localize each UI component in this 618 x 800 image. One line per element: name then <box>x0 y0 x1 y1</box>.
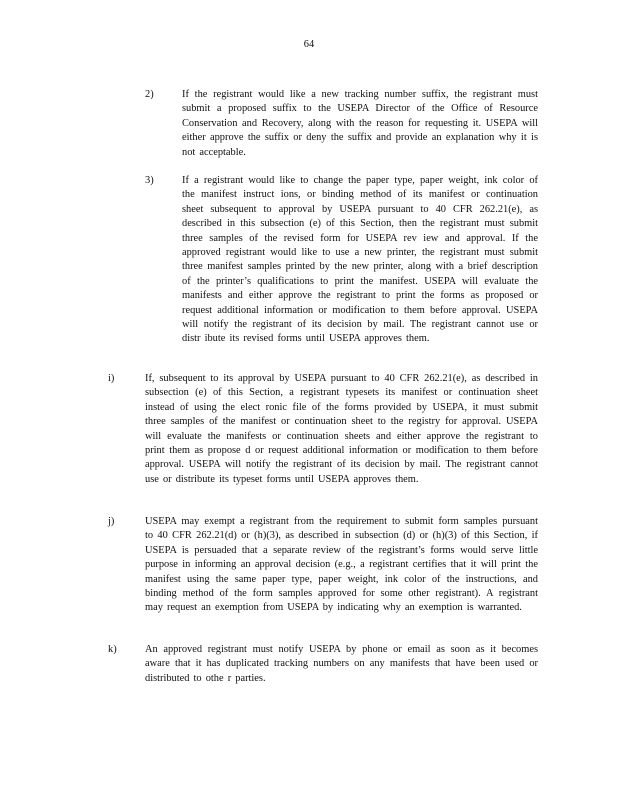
item-marker: j) <box>108 516 115 527</box>
item-text: If a registrant would like to change the paper type, paper weight, ink color of the manifest instruct ions, or binding method of its manifest or continuation sheet subsequent to approval by USEPA pursuant to 40 CFR 262.21(e), as described in this subsection (e) of this Section, then the registrant must submit three samples of the revised form for USEPA rev iew and approval. If the approved registrant would like to use a new printer, the registrant must submit three manifest samples printed by the new printer, along with a brief description of the printer’s qualifications to print the manifest. USEPA will evaluate the manifests and either approve the registrant to print the forms as proposed or request additional information or modification to them before approval. USEPA will notify the registrant of its decision by mail. The registrant cannot use or distr ibute its revised forms until USEPA approves them. <box>182 175 538 345</box>
item-marker: 2) <box>145 89 154 100</box>
page-number: 64 <box>303 39 315 50</box>
item-text: If the registrant would like a new tracking number suffix, the registrant must submit a proposed suffix to the USEPA Director of the Office of Resource Conservation and Recovery, along with the reason for requesting it. USEPA will either approve the suffix or deny the suffix and provide an explanation why it is not acceptable. <box>182 89 538 158</box>
item-marker: 3) <box>145 175 154 186</box>
item-text: If, subsequent to its approval by USEPA pursuant to 40 CFR 262.21(e), as described in subsection (e) of this Section, a registrant typesets its manifest or continuation sheet instead of using the elect ronic file of the forms provided by USEPA, it must submit three samples of the manifest or continuation sheet to the registry for approval. USEPA will evaluate the manifests or continuation sheets and either approve the registrant to print them as propose d or request additional information or modification to them before approval. USEPA will notify the registrant of its decision by mail. The registrant cannot use or distribute its typeset forms until USEPA approves them. <box>145 373 538 485</box>
item-marker: k) <box>108 644 117 655</box>
item-text: USEPA may exempt a registrant from the requirement to submit form samples pursuant to 40 CFR 262.21(d) or (h)(3), as described in subsection (d) or (h)(3) of this Section, if USEPA is persuaded that a separate review of the registrant’s forms would serve little purpose in informing an approval decision (e.g., a registrant certifies that it will print the manifest using the same paper type, paper weight, ink color of the instructions, and binding method of the form samples approved for some other registrant). A registrant may request an exemption from USEPA by indicating why an exemption is warranted. <box>145 516 538 614</box>
item-text: An approved registrant must notify USEPA by phone or email as soon as it becomes aware that it has duplicated tracking numbers on any manifests that have been used or distributed to othe r parties. <box>145 644 538 684</box>
item-marker: i) <box>108 373 115 384</box>
